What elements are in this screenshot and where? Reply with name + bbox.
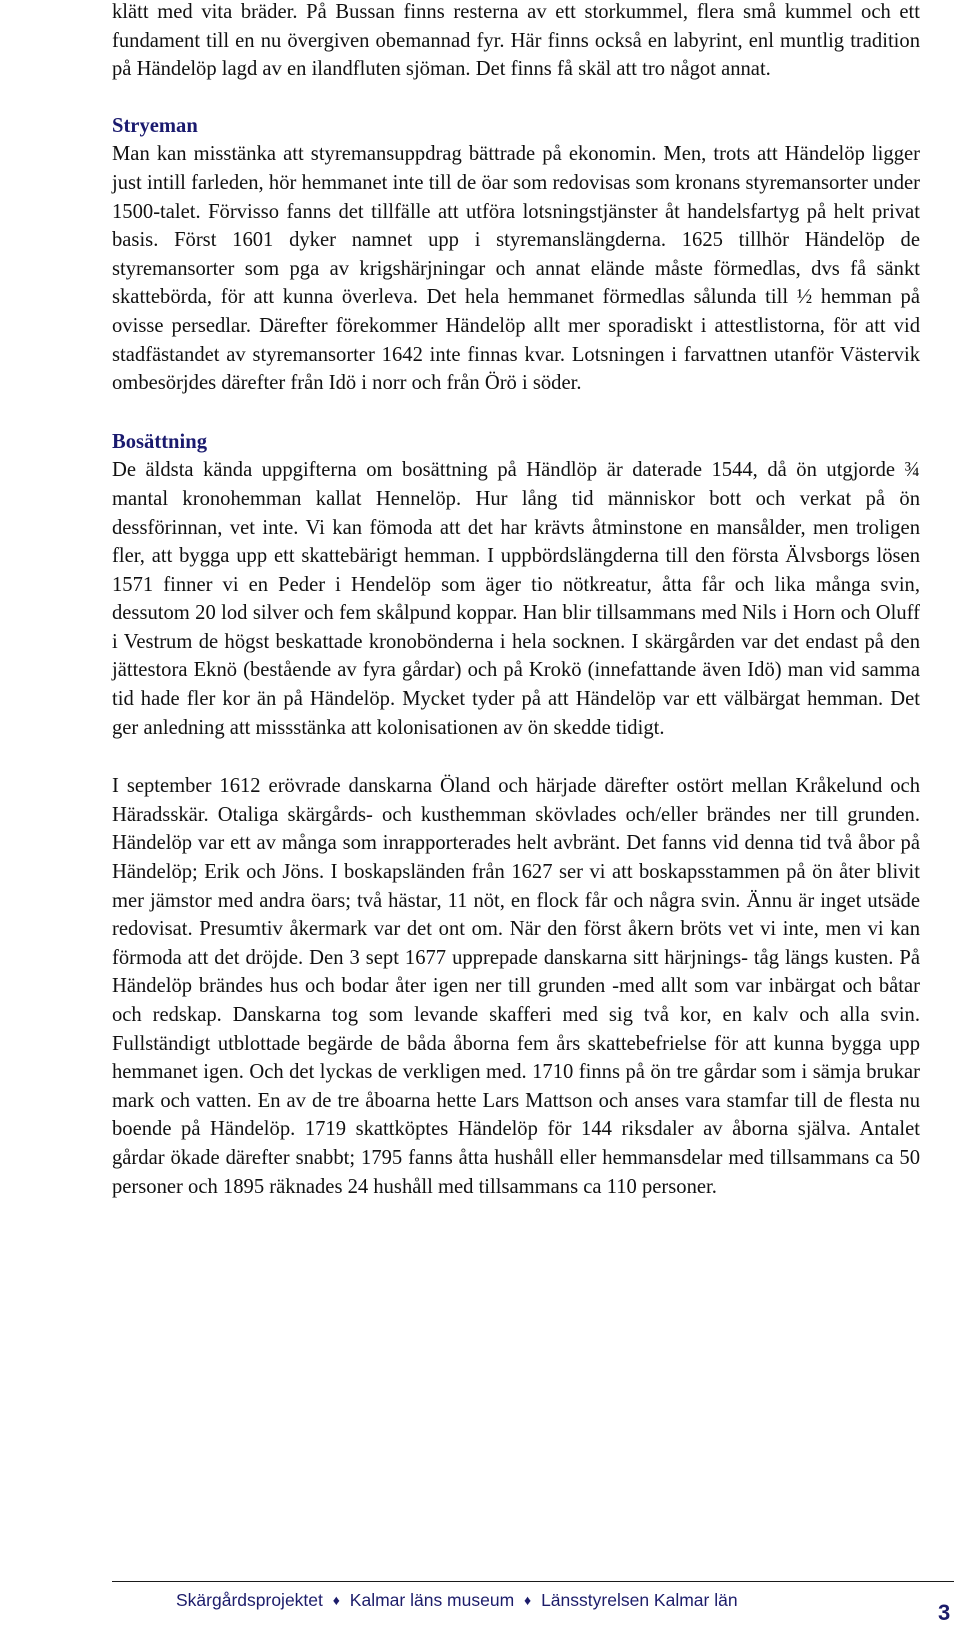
diamond-icon: ♦: [524, 1592, 532, 1608]
page-number: 3: [938, 1600, 951, 1625]
paragraph-september: I september 1612 erövrade danskarna Öland och härjade därefter ostört mellan Kråkelund och Häradsskär. Otaliga skärgårds- och kusthemman skövlades och/eller brändes ner till grunden. Händelöp var ett av många som inrapporterades helt avbränt. Det fanns vid denna tid två åbor på Händelöp; Erik och Jöns. I boskapsländen från 1627 ser vi att boskapsstammen på ön åter blivit mer jämstor med andra öars; två hästar, 11 nöt, en flock får och några svin. Ännu är inget utsäde redovisat. Presumtiv åkermark var det ont om. När den först åkern bröts vet vi inte, men vi kan förmoda att det dröjde. Den 3 sept 1677 upprepade danskarna sitt härjnings- tåg längs kusten. På Händelöp brändes hus och bodar åter igen ner till grunden -med allt som var inbärgat och båtar och redskap. Danskarna tog som levande skafferi med sig två kor, en kalv och alla svin. Fullständigt utblottade begärde de båda åborna fem års skattebefrielse för att kunna bygga upp hemmanet igen. Och det lyckas de verkligen med. 1710 finns på ön tre gårdar som i sämja brukar mark och vatten. En av de tre åboarna hette Lars Mattson och anses vara stamfar till de flesta nu boende på Händelöp. 1719 skattköptes Händelöp för 144 riksdaler av åborna själva. Antalet gårdar ökade därefter snabbt; 1795 fanns åtta hushåll eller hemmansdelar med tillsammans ca 50 personer och 1895 räknades 24 hushåll med tillsammans ca 110 personer.: [112, 775, 920, 1198]
footer-county-board: Länsstyrelsen Kalmar län: [541, 1590, 738, 1610]
diamond-icon: ♦: [332, 1592, 340, 1608]
paragraph-intro: klätt med vita bräder. På Bussan finns resterna av ett storkummel, flera små kummel och ett fundament till en nu övergiven obemannad fyr. Här finns också en labyrint, enl muntlig tradition på Händelöp lagd av en ilandfluten sjöman. Det finns få skäl att tro något annat.: [112, 1, 920, 81]
document-page: [112, 0, 920, 1201]
heading-stryeman: Stryeman: [112, 114, 198, 137]
footer-museum: Kalmar läns museum: [349, 1590, 515, 1610]
paragraph-stryeman: Man kan misstänka att styremansuppdrag bättrade på ekonomin. Men, trots att Händelöp ligger just intill farleden, hör hemmanet inte till de öar som redovisas som kronans styremansorter under 1500-talet. Förvisso fanns det tillfälle att utföra lotsningstjänster åt handelsfartyg på helt privat basis. Först 1601 dyker namnet upp i styremanslängderna. 1625 tillhör Händelöp de styremansorter som pga av krigshärjningar och annat elände måste förmedlas, dvs få sänkt skattebörda, för att kunna överleva. Det hela hemmanet förmedlas sålunda till ½ hemman på ovisse persedlar. Därefter förekommer Händelöp allt mer sporadiskt i attestlistorna, för att vid stadfästandet av styremansorter 1642 inte finnas kvar. Lotsningen i farvattnen utanför Västervik ombesörjdes därefter från Idö i norr och från Örö i söder.: [112, 143, 920, 395]
footer-project: Skärgårdsprojektet: [176, 1590, 323, 1610]
footer-divider: [112, 1581, 954, 1582]
heading-bosattning: Bosättning: [112, 430, 207, 453]
footer: [176, 1590, 738, 1611]
paragraph-bosattning: De äldsta kända uppgifterna om bosättning på Händlöp är daterade 1544, då ön utgjorde ¾ mantal kronohemman kallat Hennelöp. Hur lång tid människor bott och verkat på ön dessförinnan, vet inte. Vi kan fömoda att det har krävts åtminstone en mansålder, men troligen fler, att bygga upp ett skattebärigt hemman. I uppbördslängderna till den första Älvsborgs lösen 1571 finner vi en Peder i Hendelöp som äger tio nötkreatur, åtta får och lika många svin, dessutom 20 lod silver och fem skålpund koppar. Han blir tillsammans med Nils i Horn och Oluff i Vestrum de högst beskattade kronobönderna i hela socknen. I skärgården var det endast på den jättestora Eknö (bestående av fyra gårdar) och på Krokö (innefattande även Idö) man vid samma tid hade fler kor än på Händelöp. Mycket tyder på att Händelöp var ett välbärgat hemman. Det ger anledning att missstänka att kolonisationen av ön skedde tidigt.: [112, 459, 920, 739]
